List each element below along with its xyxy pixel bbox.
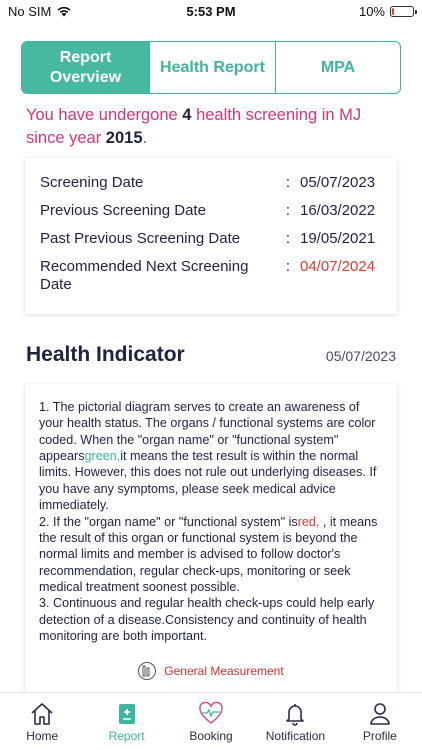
summary-prefix: You have undergone	[26, 106, 183, 124]
health-indicator-title: Health Indicator	[26, 343, 185, 366]
recommended-next-screening-value: 04/07/2024	[300, 258, 376, 275]
row-colon: :	[285, 174, 291, 191]
green-keyword: green,	[84, 449, 121, 464]
report-icon	[114, 701, 140, 727]
nav-profile[interactable]	[338, 693, 422, 750]
screening-date-label: Screening Date	[40, 174, 144, 191]
indicator-paragraph-2	[39, 514, 383, 596]
previous-screening-date-label: Previous Screening Date	[40, 202, 206, 219]
red-keyword: red,	[297, 514, 320, 529]
screening-summary	[26, 104, 398, 150]
nav-notification[interactable]	[253, 693, 337, 750]
nav-profile-label: Profile	[362, 728, 397, 743]
screening-dates-card	[25, 158, 397, 314]
booking-icon	[198, 701, 224, 727]
summary-year: 2015	[105, 129, 143, 148]
summary-count: 4	[182, 106, 192, 124]
status-right	[359, 4, 414, 19]
past-previous-screening-date-label: Past Previous Screening Date	[40, 230, 241, 247]
tab-health-report[interactable]: Health Report	[149, 42, 275, 93]
nav-home[interactable]	[0, 693, 84, 750]
health-indicator-card	[25, 384, 397, 704]
tab-report-overview[interactable]: Report Overview	[22, 42, 149, 93]
bell-icon	[282, 701, 308, 727]
recommended-next-screening-label: Recommended Next Screening Date	[40, 258, 249, 293]
battery-icon	[390, 6, 414, 17]
status-time: 5:53 PM	[186, 3, 236, 19]
battery-percent: 10%	[358, 3, 385, 19]
paragraph-2-text-end: , it means the result of this organ or functional system is beyond the normal limits and member is advised to follow doctor's recommendation, regular check-ups, monitoring or seek medical treatment soonest possible.	[39, 514, 378, 594]
nav-report[interactable]	[84, 693, 168, 750]
recommended-next-screening-row	[40, 258, 382, 294]
general-measurement-label: General Measurement	[164, 664, 284, 679]
health-indicator-text	[39, 399, 383, 644]
paragraph-2-text: 2. If the "organ name" or "functional system" is	[39, 514, 298, 529]
status-left	[8, 4, 72, 19]
row-colon: :	[285, 202, 291, 219]
profile-icon	[367, 701, 393, 727]
nav-report-label: Report	[108, 728, 145, 743]
nav-booking-label: Booking	[189, 728, 233, 743]
row-colon: :	[285, 230, 291, 247]
carrier-label: No SIM	[8, 3, 52, 19]
battery-fill	[392, 8, 394, 15]
past-previous-screening-date-value: 19/05/2021	[300, 230, 376, 247]
nav-home-label: Home	[26, 728, 59, 743]
general-measurement-link[interactable]	[39, 662, 383, 680]
previous-screening-date-row	[40, 202, 382, 220]
measurement-icon	[138, 662, 156, 680]
nav-notification-label: Notification	[265, 728, 326, 743]
wifi-icon	[56, 5, 72, 17]
indicator-paragraph-3: 3. Continuous and regular health check-ups could help early detection of a disease.Consistency and continuity of health monitoring are both important.	[39, 596, 375, 644]
health-indicator-date: 05/07/2023	[325, 348, 396, 364]
nav-booking[interactable]	[169, 693, 253, 750]
past-previous-screening-date-row	[40, 230, 382, 248]
summary-middle: health screening in MJ since year	[26, 106, 362, 148]
previous-screening-date-value: 16/03/2022	[300, 202, 376, 219]
paragraph-1-text-end: it means the test result is within the normal limits. However, this does not rule out underlying diseases. If you have any symptoms, please seek medical advice immediately.	[39, 449, 377, 513]
report-tabs	[21, 41, 401, 94]
screening-date-row	[40, 174, 382, 192]
bottom-navigation	[0, 692, 422, 750]
summary-suffix: .	[142, 129, 148, 148]
paragraph-1-text: 1. The pictorial diagram serves to create an awareness of your health status. The organs / functional systems are color coded. When the "organ name" or "functional system" appears	[39, 400, 376, 464]
row-colon: :	[285, 258, 291, 275]
tab-mpa[interactable]: MPA	[275, 42, 400, 93]
indicator-paragraph-1	[39, 399, 383, 514]
screening-date-value: 05/07/2023	[300, 174, 376, 191]
home-icon	[29, 701, 55, 727]
status-bar	[0, 0, 422, 22]
